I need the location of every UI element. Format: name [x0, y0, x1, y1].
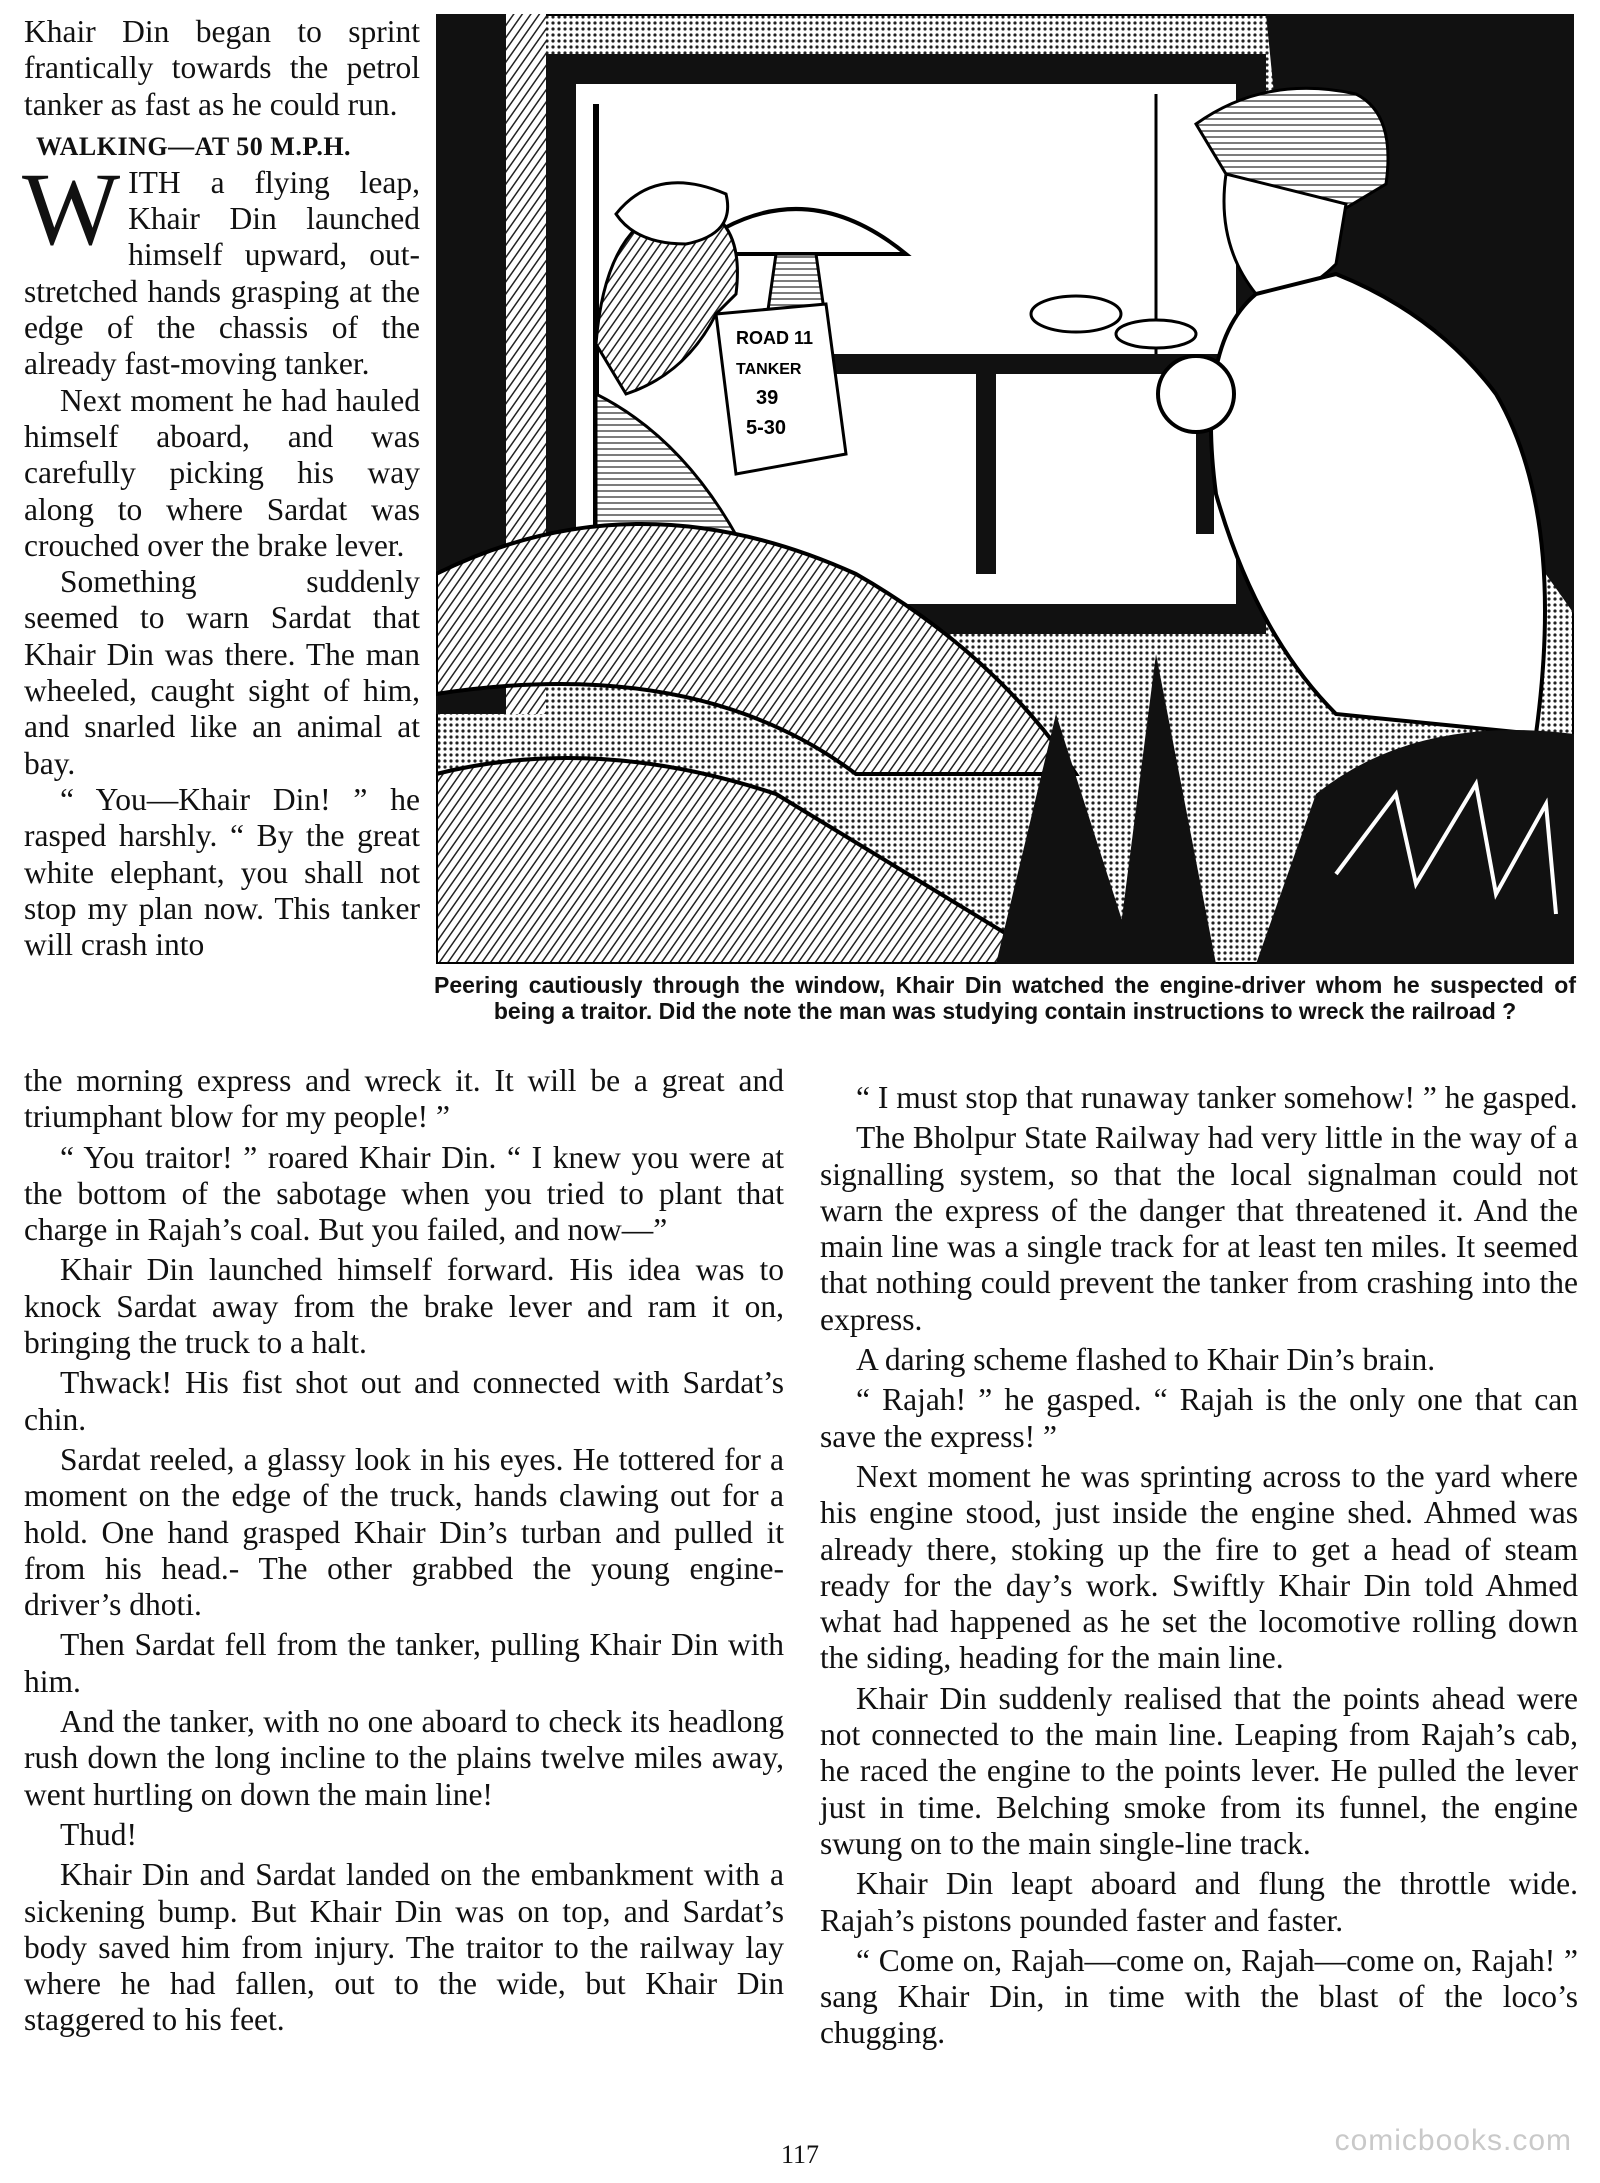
paragraph: “ Come on, Rajah—come on, Rajah—come on, Rajah! ” sang Khair Din, in time with the blast of the loco’s chugging. [820, 1942, 1578, 2051]
paragraph: Khair Din leapt aboard and flung the throttle wide. Rajah’s pistons pounded faster and faster. [820, 1866, 1578, 1938]
drop-cap: W [22, 151, 121, 267]
paragraph: Thwack! His fist shot out and connected with Sardat’s chin. [24, 1365, 784, 1437]
left-text-column [24, 1063, 784, 2043]
illustration-caption: Peering cautiously through the window, Khair Din watched the engine-driver whom he suspected of being a traitor. Did the note the man was studying contain instructions to wreck the railroad ? [434, 972, 1576, 1024]
paragraph: The Bholpur State Railway had very little in the way of a signalling system, so that the local signalman could not warn the express of the danger that threatened it. And the main line was a single track for at least ten miles. It seemed that nothing could prevent the tanker from crashing into the express. [820, 1120, 1578, 1337]
paragraph: “ You—Khair Din! ” he rasped harshly. “ By the great white elephant, you shall not stop my plan now. This tanker will crash into [24, 781, 420, 963]
story-illustration [436, 14, 1574, 964]
opening-paragraph: Khair Din began to sprint frantically towards the petrol tanker as fast as he could run. [24, 14, 420, 122]
page-number: 117 [780, 2140, 820, 2169]
fist [1158, 356, 1234, 432]
paragraph: “ I must stop that runaway tanker somehow! ” he gasped. [856, 1080, 1578, 1115]
paragraph: Khair Din suddenly realised that the points ahead were not connected to the main line. Leaping from Rajah’s cab, he raced the engine to the points lever. He pulled the lever just in time. Belching smoke from its funnel, the engine swung on to the main single-line track. [820, 1680, 1578, 1861]
section-heading: WALKING—AT 50 M.P.H. [36, 131, 352, 161]
right-text-column [820, 1080, 1578, 2056]
paragraph: “ Rajah! ” he gasped. “ Rajah is the only one that can save the express! ” [820, 1382, 1578, 1454]
illustration-drawing [436, 14, 1574, 964]
narrow-text-column [24, 14, 420, 963]
dropcap-paragraph [22, 151, 420, 383]
paragraph: Then Sardat fell from the tanker, pulling Khair Din with him. [24, 1627, 784, 1699]
paragraph: And the tanker, with no one aboard to check its headlong rush down the long incline to the plains twelve miles away, went hurtling on down the main line! [24, 1704, 784, 1812]
paragraph: “ You traitor! ” roared Khair Din. “ I knew you were at the bottom of the sabotage when you tried to plant that charge in Rajah’s coal. But you failed, and now—” [24, 1139, 784, 1248]
watermark: comicbooks.com [1334, 2124, 1572, 2157]
paragraph: the morning express and wreck it. It will be a great and triumphant blow for my people! ” [24, 1063, 784, 1135]
paragraph: Sardat reeled, a glassy look in his eyes. He tottered for a moment on the edge of the truck, hands clawing out for a hold. One hand grasped Khair Din’s turban and pulled it from his head.- The other grabbed the young engine-driver’s dhoti. [24, 1441, 784, 1623]
note-line: TANKER [736, 361, 802, 378]
note-line: 39 [756, 387, 779, 409]
paragraph: Khair Din launched himself forward. His idea was to knock Sardat away from the brake lever and ram it on, bringing the truck to a halt. [24, 1252, 784, 1361]
note-line: 5-30 [746, 417, 787, 439]
note-line: ROAD 11 [736, 328, 814, 348]
paragraph: A daring scheme flashed to Khair Din’s brain. [856, 1342, 1436, 1378]
dropcap-paragraph-text: ITH a flying leap, Khair Din launched himself upward, out-stretched hands grasping at the edge of the chassis of the already fast-moving tanker. [24, 164, 420, 382]
paragraph: Next moment he had hauled himself aboard, and was carefully picking his way along to where Sardat was crouched over the brake lever. [24, 382, 420, 563]
paragraph: Khair Din and Sardat landed on the embankment with a sickening bump. But Khair Din was on top, and Sardat’s body saved him from injury. The traitor to the railway lay where he had fallen, out to the wide, but Khair Din staggered to his feet. [24, 1857, 784, 2038]
paragraph: Something suddenly seemed to warn Sardat that Khair Din was there. The man wheeled, caught sight of him, and snarled like an animal at bay. [24, 564, 420, 781]
paragraph: Next moment he was sprinting across to the yard where his engine stood, just inside the engine shed. Ahmed was already there, stoking up the fire to get a head of steam ready for the day’s work. Swiftly Khair Din told Ahmed what had happened as he set the locomotive rolling down the siding, heading for the main line. [820, 1458, 1578, 1676]
paragraph: Thud! [60, 1816, 137, 1852]
